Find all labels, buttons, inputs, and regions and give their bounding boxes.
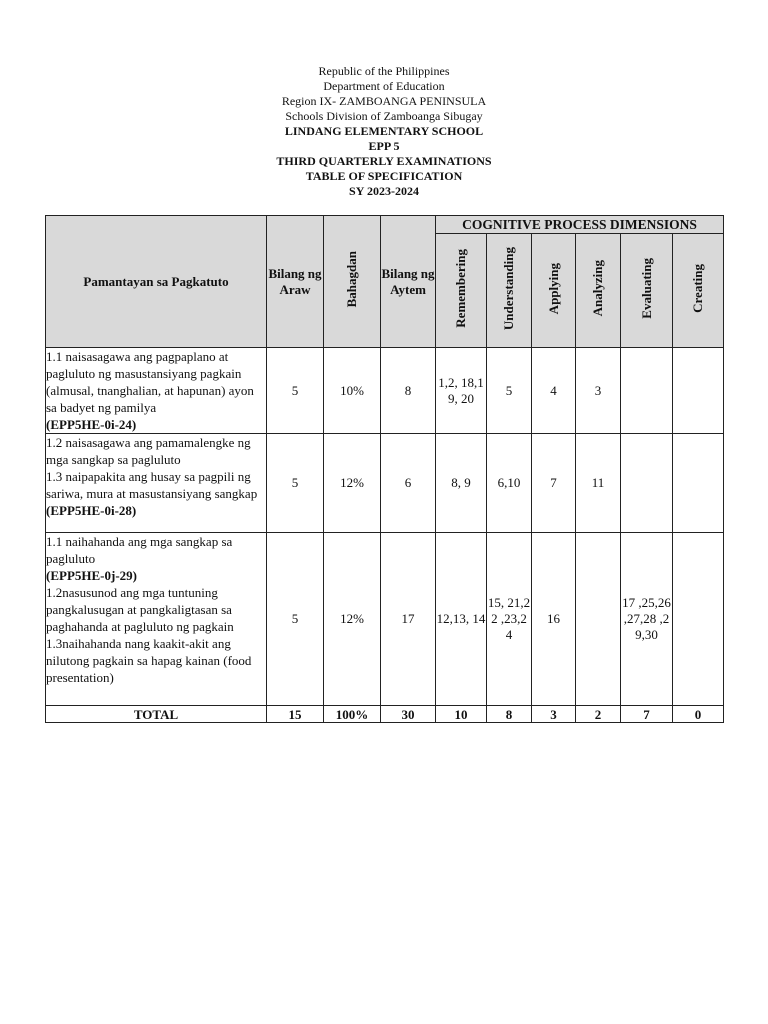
competency-text: 1.3 naipapakita ang husay sa pagpili ng sariwa, mura at masustansiyang sangkap [46, 469, 258, 501]
applying-cell: 4 [532, 348, 576, 434]
days-cell: 5 [267, 348, 324, 434]
creating-cell [673, 434, 724, 533]
competency-text: 1.1 naihahanda ang mga sangkap sa pagluluto [46, 534, 233, 566]
days-cell: 5 [267, 434, 324, 533]
header-evaluating-label: Evaluating [638, 258, 654, 319]
header-line-department: Department of Education [323, 79, 445, 93]
header-applying-label: Applying [545, 262, 561, 315]
competency-text: 1.2nasusunod ang mga tuntuning pangkalusugan at pangkaligtasan sa paghahanda at pagluluto ng pagkain [46, 585, 234, 634]
days-cell: 5 [267, 533, 324, 706]
competency-cell [46, 533, 267, 706]
header-percent-label: Bahagdan [344, 251, 359, 308]
creating-cell [673, 348, 724, 434]
items-cell: 8 [381, 348, 436, 434]
remembering-cell: 8, 9 [436, 434, 487, 533]
table-of-specification [45, 215, 724, 723]
total-creating: 0 [673, 706, 724, 723]
competency-code: (EPP5HE-0i-28) [46, 503, 137, 518]
total-evaluating: 7 [621, 706, 673, 723]
evaluating-cell: 17 ,25,26 ,27,28 ,29,30 [621, 533, 673, 706]
table-row [46, 348, 724, 434]
understanding-cell: 6,10 [487, 434, 532, 533]
header-line-division: Schools Division of Zamboanga Sibugay [285, 109, 483, 123]
total-label: TOTAL [46, 706, 267, 723]
header-competency: Pamantayan sa Pagkatuto [46, 216, 267, 348]
header-line-republic: Republic of the Philippines [318, 64, 450, 78]
document-title: TABLE OF SPECIFICATION [305, 169, 463, 183]
evaluating-cell [621, 348, 673, 434]
document-header [0, 64, 768, 199]
percent-cell: 12% [324, 434, 381, 533]
header-cognitive-process-dimensions: COGNITIVE PROCESS DIMENSIONS [436, 216, 724, 234]
analyzing-cell [576, 533, 621, 706]
competency-text: 1.1 naisasagawa ang pagpaplano at pagluluto ng masustansiyang pagkain (almusal, tnanghalian, at hapunan) ayon sa badyet ng pamilya [46, 349, 254, 415]
total-remembering: 10 [436, 706, 487, 723]
header-creating [673, 234, 724, 348]
percent-cell: 12% [324, 533, 381, 706]
table-row [46, 434, 724, 533]
subject-title: EPP 5 [368, 139, 400, 153]
header-line-region: Region IX- ZAMBOANGA PENINSULA [281, 94, 487, 108]
header-applying [532, 234, 576, 348]
total-understanding: 8 [487, 706, 532, 723]
understanding-cell: 15, 21,22 ,23,2 4 [487, 533, 532, 706]
header-remembering-label: Remembering [453, 249, 468, 328]
header-analyzing [576, 234, 621, 348]
remembering-cell: 1,2, 18,19, 20 [436, 348, 487, 434]
exam-title: THIRD QUARTERLY EXAMINATIONS [276, 154, 492, 168]
competency-cell [46, 434, 267, 533]
items-cell: 17 [381, 533, 436, 706]
competency-text: 1.3naihahanda nang kaakit-akit ang nilutong pagkain sa hapag kainan (food presentation) [46, 636, 252, 685]
header-creating-label: Creating [690, 264, 706, 313]
competency-code: (EPP5HE-0j-29) [46, 568, 137, 583]
competency-text: 1.2 naisasagawa ang pamamalengke ng mga sangkap sa pagluluto [46, 435, 251, 467]
header-percent [324, 216, 381, 348]
competency-cell [46, 348, 267, 434]
header-remembering [436, 234, 487, 348]
total-row [46, 706, 724, 723]
applying-cell: 16 [532, 533, 576, 706]
analyzing-cell: 3 [576, 348, 621, 434]
evaluating-cell [621, 434, 673, 533]
total-items: 30 [381, 706, 436, 723]
remembering-cell: 12,13, 14 [436, 533, 487, 706]
total-applying: 3 [532, 706, 576, 723]
creating-cell [673, 533, 724, 706]
header-understanding [487, 234, 532, 348]
percent-cell: 10% [324, 348, 381, 434]
applying-cell: 7 [532, 434, 576, 533]
total-days: 15 [267, 706, 324, 723]
school-year: SY 2023-2024 [349, 184, 419, 198]
table-row [46, 533, 724, 706]
header-understanding-label: Understanding [501, 246, 516, 331]
total-percent: 100% [324, 706, 381, 723]
total-analyzing: 2 [576, 706, 621, 723]
header-analyzing-label: Analyzing [590, 260, 605, 317]
analyzing-cell: 11 [576, 434, 621, 533]
header-evaluating [621, 234, 673, 348]
competency-code: (EPP5HE-0i-24) [46, 417, 137, 432]
items-cell: 6 [381, 434, 436, 533]
understanding-cell: 5 [487, 348, 532, 434]
school-name: LINDANG ELEMENTARY SCHOOL [284, 124, 484, 138]
header-days: Bilang ng Araw [267, 216, 324, 348]
header-items: Bilang ng Aytem [381, 216, 436, 348]
